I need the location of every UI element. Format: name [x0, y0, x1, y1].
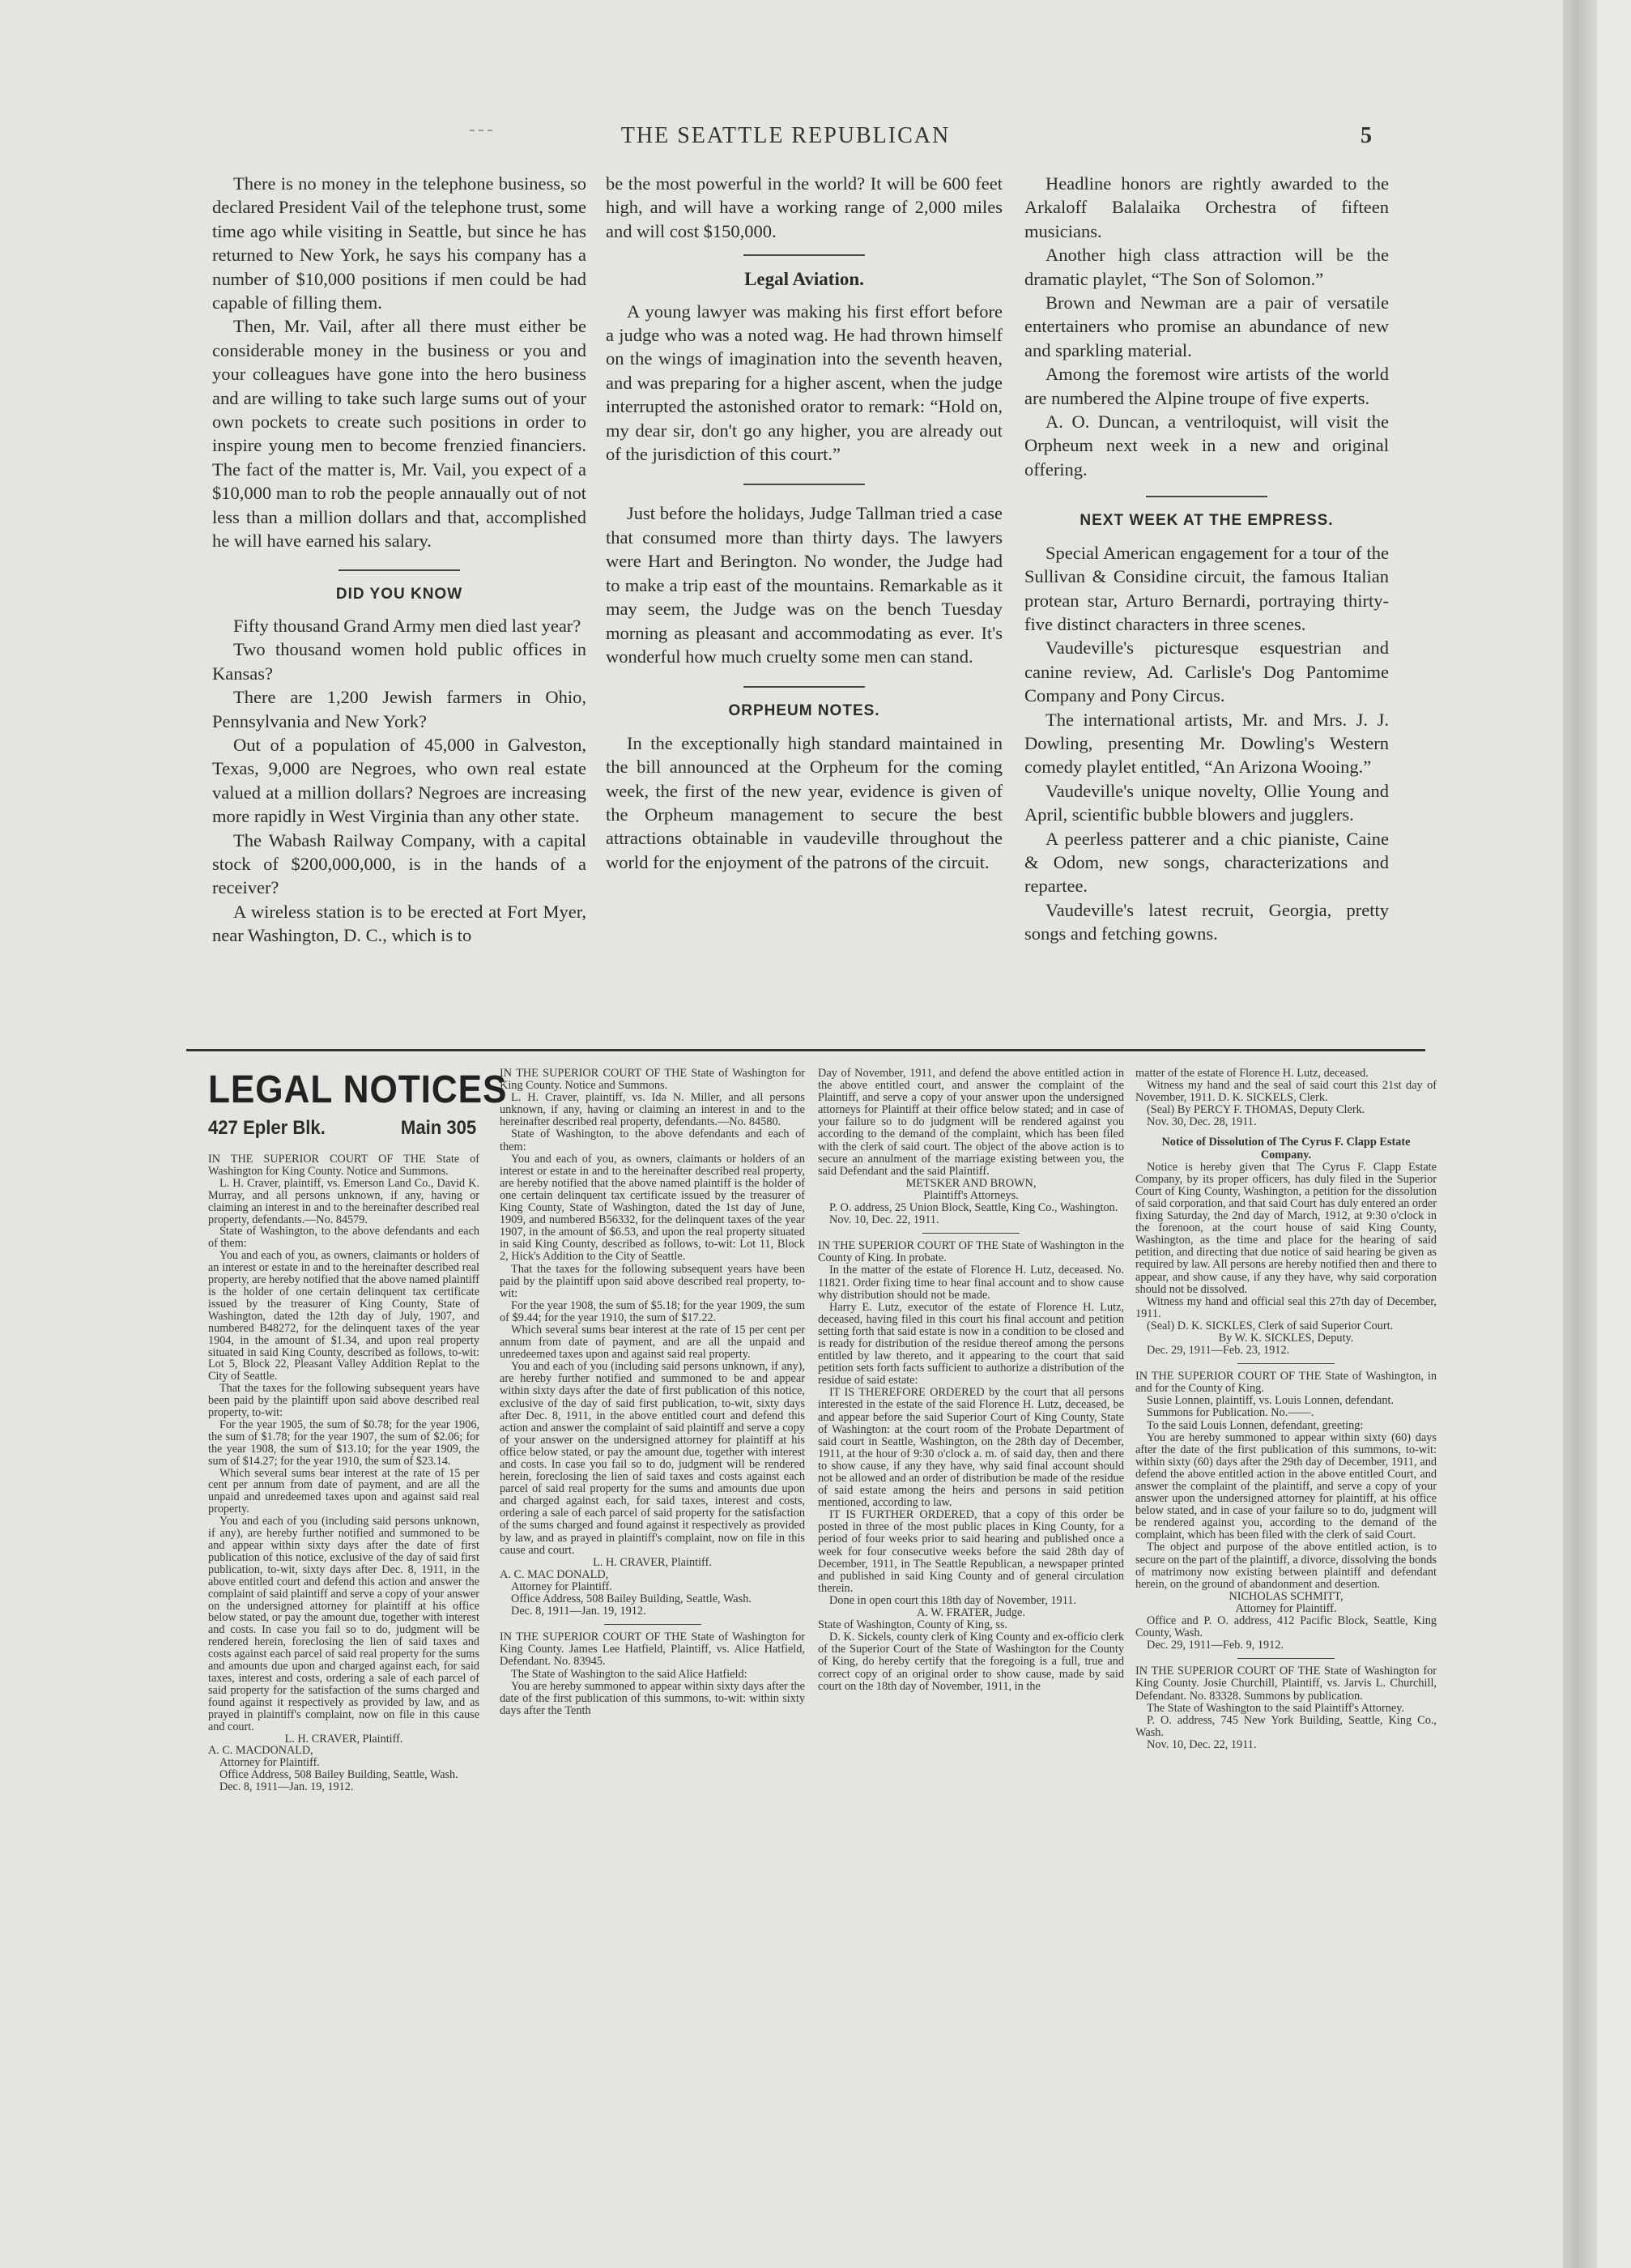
- page-header-title: THE SEATTLE REPUBLICAN: [620, 123, 951, 148]
- section-heading: ORPHEUM NOTES.: [728, 702, 880, 720]
- notice-text: Witness my hand and official seal this 27th day of December, 1911.: [1135, 1294, 1437, 1320]
- article-paragraph: A. O. Duncan, a ventriloquist, will visit the Orpheum next week in a new and original offering.: [1024, 411, 1389, 480]
- page-edge: [1563, 0, 1597, 2268]
- notice-dates: Nov. 10, Dec. 22, 1911.: [829, 1213, 939, 1227]
- article-paragraph: In the exceptionally high standard maintained in the bill announced at the Orpheum for the coming week, the first of the new year, evidence is given of the Orpheum management to secure the best attractions obtainable in vaudeville throughout the world for the enjoyment of the patrons of the circuit.: [606, 732, 1003, 872]
- notice-text: IT IS FURTHER ORDERED, that a copy of this order be posted in three of the most public places in King County, for a period of four weeks prior to said hearing and published once a week for four consecutive weeks before the said 28th day of December, 1911, in The Seattle Republican, a newspaper printed and published in said King County and of general circulation therein.: [818, 1508, 1124, 1595]
- notice-address: Office Address, 508 Bailey Building, Seattle, Wash.: [511, 1592, 752, 1606]
- section-rule: [743, 686, 865, 688]
- section-heading: Legal Aviation.: [744, 269, 864, 290]
- article-paragraph: Among the foremost wire artists of the world are numbered the Alpine troupe of five experts.: [1024, 364, 1389, 408]
- list-item: A wireless station is to be erected at Fort Myer, near Washington, D. C., which is to: [212, 901, 586, 946]
- notice-heading: IN THE SUPERIOR COURT OF THE State of Washington in the County of King. In probate.: [818, 1239, 1124, 1265]
- notice-text: Day of November, 1911, and defend the above entitled action in the above entitled court, and answer the complaint of the Plaintiff, and serve a copy of your answer upon the undersigned attorneys for Plaintiff at their office below stated; and in case of your failure so to do judgment will be rendered against you according to the demand of the complaint, which has been filed with the clerk of said court. The object of the above action is to secure an annulment of the marriage existing between you, the said Defendant and the said Plaintiff.: [818, 1067, 1124, 1178]
- notice-text: State of Washington, to the above defendants and each of them:: [208, 1225, 479, 1251]
- notice-heading: IN THE SUPERIOR COURT OF THE State of Washington for King County. Notice and Summons.: [500, 1067, 805, 1093]
- notice-signature: A. W. FRATER, Judge.: [917, 1606, 1025, 1620]
- list-item: Fifty thousand Grand Army men died last year?: [233, 615, 581, 636]
- section-rule: [1146, 496, 1267, 497]
- section-heading: NEXT WEEK AT THE EMPRESS.: [1080, 512, 1334, 530]
- notice-signature: L. H. CRAVER, Plaintiff.: [284, 1732, 403, 1746]
- notice-text: Harry E. Lutz, executor of the estate of Florence H. Lutz, deceased, having filed in this court his final account and petition setting forth that said estate is now in a condition to be closed and is ready for distribution of the residue thereof among the persons entitled by law thereto, and it appearing to the court that said petition sets forth facts sufficient to authorize a distribution of the residue of said estate:: [818, 1300, 1124, 1388]
- notice-heading: IN THE SUPERIOR COURT OF THE State of Washington for King County. James Lee Hatfield, Plaintiff, vs. Alice Hatfield, Defendant. No. 83945.: [500, 1631, 805, 1669]
- notice-attorney: A. C. MAC DONALD,: [500, 1567, 609, 1581]
- section-heading: DID YOU KNOW: [335, 585, 463, 603]
- notice-text: You are hereby summoned to appear within sixty days after the date of the first publication of this summons, to-wit: within sixty days after the Tenth: [500, 1679, 805, 1717]
- notice-signature: (Seal) D. K. SICKLES, Clerk of said Superior Court.: [1147, 1319, 1394, 1332]
- legal-column-4: [1135, 1068, 1437, 1751]
- notice-dates: Dec. 29, 1911—Feb. 23, 1912.: [1147, 1344, 1290, 1358]
- legal-column-1: [208, 1153, 479, 1793]
- notice-text: Summons for Publication. No.——.: [1147, 1406, 1314, 1420]
- notice-attorney-title: Attorney for Plaintiff.: [511, 1580, 612, 1593]
- notice-signature: L. H. CRAVER, Plaintiff.: [593, 1555, 712, 1569]
- legal-column-3: [818, 1068, 1124, 1693]
- article-paragraph: A peerless patterer and a chic pianiste, Caine & Odom, new songs, characterizations and repartee.: [1024, 828, 1389, 897]
- article-paragraph: There is no money in the telephone business, so declared President Vail of the telephone trust, some time ago while visiting in Seattle, but since he has returned to New York, he says his company has a number of $10,000 positions if men could be had capable of filling them.: [212, 173, 586, 313]
- notice-text: matter of the estate of Florence H. Lutz, deceased.: [1135, 1067, 1369, 1080]
- notice-text: L. H. Craver, plaintiff, vs. Emerson Land Co., David K. Murray, and all persons unknown, if any, having or claiming an interest in and to the hereinafter described real property, defendants.—No. 84579.: [208, 1176, 479, 1226]
- notice-text: Notice is hereby given that The Cyrus F. Clapp Estate Company, by its proper officers, has duly filed in the Superior Court of King County, Washington, a petition for the dissolution of said corporation, and that said Court has duly entered an order fixing Saturday, the 2nd day of March, 1912, at 9:30 o'clock in the forenoon, at the court house of said King County, Washington, as the time and place for the hearing of said petition, and directing that due notice of said hearing be given as required by law. All persons are hereby notified then and there to appear, and show cause, if any they have, why said corporation should not be dissolved.: [1135, 1160, 1437, 1296]
- notice-heading: IN THE SUPERIOR COURT OF THE State of Washington, in and for the County of King.: [1135, 1370, 1437, 1396]
- article-paragraph: Vaudeville's latest recruit, Georgia, pretty songs and fetching gowns.: [1024, 899, 1389, 944]
- notice-text: You are hereby summoned to appear within sixty (60) days after the date of the first publication of this summons, to-wit: within sixty (60) days after the 29th day of December, 1911, and defend the above entitled action in the above entitled Court, and answer the complaint of the plaintiff, and serve a copy of your answer upon the undersigned attorney for plaintiff, at his office below stated, and in case of your failure so to do, judgment will be rendered against you, according to the demand of the complaint, which has been filed with the clerk of said Court.: [1135, 1430, 1437, 1542]
- article-paragraph: Brown and Newman are a pair of versatile entertainers who promise an abundance of new and sparkling material.: [1024, 292, 1389, 360]
- notice-address: Office and P. O. address, 412 Pacific Block, Seattle, King County, Wash.: [1135, 1614, 1437, 1640]
- notice-text: State of Washington, County of King, ss.: [818, 1618, 1008, 1632]
- section-rule: [743, 254, 865, 256]
- notice-separator: [1237, 1363, 1335, 1364]
- notice-text: You and each of you (including said persons unknown, if any), are hereby further notified and summoned to be and appear within sixty days after the date of first publication of this notice, exclusive of the day of said first publication, to-wit, sixty days after Dec. 8, 1911, in the above entitled court and defend this action and answer the complaint of said plaintiff and serve a copy of your answer on the undersigned attorney for plaintiff at his office below stated, or pay the amount due, together with interest and costs. In case you fail so to do, judgment will be rendered herein, foreclosing the lien of said taxes and costs against each parcel of said real property for the sums and amounts due upon and charged against each, for said taxes, interest and costs, ordering a sale of each parcel of said property for the satisfaction of the sums charged and found against it respectively as provided by law, and as prayed in plaintiff's complaint, now on file in this cause and court.: [208, 1515, 479, 1733]
- notice-text: Susie Lonnen, plaintiff, vs. Louis Lonnen, defendant.: [1147, 1394, 1395, 1408]
- notice-dates: Nov. 30, Dec. 28, 1911.: [1147, 1115, 1257, 1129]
- list-item: There are 1,200 Jewish farmers in Ohio, Pennsylvania and New York?: [212, 687, 586, 731]
- notice-text: Done in open court this 18th day of November, 1911.: [829, 1593, 1077, 1607]
- notice-text: That the taxes for the following subsequent years have been paid by the plaintiff upon said above described real property, to-wit:: [500, 1262, 805, 1300]
- notice-signature: METSKER AND BROWN,: [905, 1176, 1037, 1190]
- list-item: The Wabash Railway Company, with a capital stock of $200,000,000, is in the hands of a receiver?: [212, 829, 586, 898]
- notice-text: State of Washington, to the above defendants and each of them:: [500, 1128, 805, 1153]
- notice-address: Office Address, 508 Bailey Building, Seattle, Wash.: [219, 1768, 458, 1782]
- notice-separator: [922, 1233, 1020, 1234]
- notice-text: You and each of you (including said persons unknown, if any), are hereby further notified and summoned to be and appear within sixty days after the date of first publication of this notice, exclusive of the day of said first publication, to-wit, sixty days after Dec. 8, 1911, in the above entitled court and defend this action and answer the complaint of said plaintiff and serve a copy of your answer on the undersigned attorney for plaintiff at his office below stated, or pay the amount due, together with interest and costs. In case you fail so to do, judgment will be rendered herein, foreclosing the lien of said taxes and costs against each parcel of said real property for the sums and amounts due upon and charged against each, for said taxes, interest and costs, ordering a sale of each parcel of said property for the satisfaction of the sums charged and found against it respectively as provided by law, and as prayed in plaintiff's complaint, now on file in this cause and court.: [500, 1360, 805, 1557]
- notice-text: That the taxes for the following subsequent years have been paid by the plaintiff upon said above described real property, to-wit:: [208, 1382, 479, 1420]
- article-paragraph: be the most powerful in the world? It will be 600 feet high, and will have a working range of 2,000 miles and will cost $150,000.: [606, 173, 1003, 241]
- notice-separator: [604, 1624, 701, 1625]
- article-paragraph: Headline honors are rightly awarded to the Arkaloff Balalaika Orchestra of fifteen musicians.: [1024, 173, 1389, 241]
- notice-separator: [1237, 1658, 1335, 1659]
- notice-text: You and each of you, as owners, claimants or holders of an interest or estate in and to the hereinafter described real property, are hereby notified that the above named plaintiff is the holder of one certain delinquent tax certificate issued by the treasurer of King County, State of Washington, dated the 12th day of July, 1907, and numbered B48272, for the delinquent taxes of the year 1904, in the amount of $1.34, and upon real property situated in said King County, described as follows, to-wit: Lot 5, Block 22, Pleasant Valley Addition Replat to the City of Seattle.: [208, 1249, 479, 1383]
- notice-address: P. O. address, 745 New York Building, Seattle, King Co., Wash.: [1135, 1713, 1437, 1739]
- article-paragraph: Another high class attraction will be the dramatic playlet, “The Son of Solomon.”: [1024, 245, 1389, 289]
- legal-section-rule: [186, 1049, 1425, 1051]
- notice-text: Which several sums bear interest at the rate of 15 per cent per annum from date of payment, and are all the unpaid and unredeemed taxes upon and against said real property.: [500, 1323, 805, 1362]
- page-number: 5: [1361, 123, 1372, 148]
- notice-text: You and each of you, as owners, claimants or holders of an interest or estate in and to the hereinafter described real property, are hereby notified that the above named plaintiff is the holder of one certain delinquent tax certificate issued by the treasurer of King County, State of Washington, dated the 1st day of June, 1909, and numbered B56332, for the delinquent taxes of the year 1907, in the amount of $6.53, and upon the real property situated in said King County, described as follows, to-wit: Lot 11, Block 2, Hick's Addition to the City of Seattle.: [500, 1152, 805, 1264]
- article-paragraph: Vaudeville's unique novelty, Ollie Young and April, scientific bubble blowers and jugglers.: [1024, 780, 1389, 825]
- article-paragraph: The international artists, Mr. and Mrs. J. J. Dowling, presenting Mr. Dowling's Western comedy playlet entitled, “An Arizona Wooing.”: [1024, 709, 1389, 778]
- notice-text: In the matter of the estate of Florence H. Lutz, deceased. No. 11821. Order fixing time to hear final account and to show cause why distribution should not be made.: [818, 1264, 1124, 1302]
- notice-heading: IN THE SUPERIOR COURT OF THE State of Washington for King County. Notice and Summons.: [208, 1153, 479, 1178]
- notice-text: For the year 1905, the sum of $0.78; for the year 1906, the sum of $1.78; for the year 1907, the sum of $2.06; for the year 1908, the sum of $13.10; for the year 1909, the sum of $14.27; for the year 1910, the sum of $23.14.: [208, 1418, 479, 1468]
- notice-attorney-title: Plaintiff's Attorneys.: [923, 1188, 1019, 1202]
- section-rule: [339, 569, 460, 571]
- notice-address: P. O. address, 25 Union Block, Seattle, King Co., Washington.: [829, 1201, 1118, 1215]
- list-item: Out of a population of 45,000 in Galveston, Texas, 9,000 are Negroes, who own real estate valued at a million dollars? Negroes are increasing more rapidly in West Virginia than any other state.: [212, 734, 586, 827]
- notice-dates: Dec. 8, 1911—Jan. 19, 1912.: [511, 1605, 646, 1618]
- notice-signature: NICHOLAS SCHMITT,: [1229, 1589, 1344, 1603]
- legal-notices-title: LEGAL NOTICES: [208, 1068, 508, 1111]
- notice-text: Witness my hand and the seal of said court this 21st day of November, 1911. D. K. SICKELS, Clerk.: [1135, 1079, 1437, 1105]
- notice-heading: Notice of Dissolution of The Cyrus F. Clapp Estate Company.: [1161, 1136, 1411, 1162]
- notice-signature: (Seal) By PERCY F. THOMAS, Deputy Clerk.: [1147, 1103, 1365, 1117]
- notice-text: Which several sums bear interest at the rate of 15 per cent per annum from date of payment, and are all the unpaid and unredeemed taxes upon and against said real property.: [208, 1466, 479, 1516]
- notice-heading: IN THE SUPERIOR COURT OF THE State of Washington for King County. Josie Churchill, Plaintiff, vs. Jarvis L. Churchill, Defendant. No. 83328. Summons by publication.: [1135, 1665, 1437, 1703]
- legal-phone: Main 305: [400, 1117, 477, 1139]
- column-1: [212, 172, 586, 948]
- notice-text: The State of Washington to the said Alice Hatfield:: [511, 1667, 747, 1681]
- notice-text: The State of Washington to the said Plaintiff's Attorney.: [1147, 1701, 1405, 1715]
- notice-attorney-title: Attorney for Plaintiff.: [219, 1756, 320, 1770]
- notice-attorney-title: Attorney for Plaintiff.: [1235, 1601, 1337, 1615]
- notice-dates: Dec. 8, 1911—Jan. 19, 1912.: [219, 1780, 354, 1794]
- notice-text: IT IS THEREFORE ORDERED by the court that all persons interested in the estate of the said Florence H. Lutz, deceased, be and appear before the said Superior Court of King County, State of Washington: at the court room of the Probate Department of said court in Seattle, Washington, on the 28th day of December, 1911, at the hour of 9:30 o'clock a. m. of said day, then and there to show cause, if any they have, why said final account should not be allowed and an order of distribution be made of the residue of said estate among the heirs and persons in said petition mentioned, according to law.: [818, 1386, 1124, 1510]
- column-2: [606, 172, 1003, 874]
- legal-address: 427 Epler Blk.: [208, 1117, 326, 1139]
- column-3: [1024, 172, 1389, 946]
- article-paragraph: Then, Mr. Vail, after all there must either be considerable money in the business or you and your colleagues have gone into the hero business and are willing to take such large sums out of your own pockets to create such positions in order to inspire young men to become frenzied financiers. The fact of the matter is, Mr. Vail, you expect of a $10,000 man to rob the people annaually out of not less than a million dollars and that, accomplished he will have earned his salary.: [212, 316, 586, 552]
- article-paragraph: A young lawyer was making his first effort before a judge who was a noted wag. He had thrown himself on the wings of imagination into the seventh heaven, and was preparing for a higher ascent, when the judge interrupted the astonished orator to remark: “Hold on, my dear sir, don't go any higher, you are already out of the jurisdiction of this court.”: [606, 301, 1003, 465]
- notice-text: D. K. Sickels, county clerk of King County and ex-officio clerk of the Superior Court of the State of Washington for the County of King, do hereby certify that the foregoing is a full, true and correct copy of an original order to show cause, made by said court on the 18th day of November, 1911, in the: [818, 1631, 1124, 1693]
- article-paragraph: Vaudeville's picturesque esquestrian and canine review, Ad. Carlisle's Dog Pantomime Company and Pony Circus.: [1024, 637, 1389, 706]
- legal-column-2: [500, 1068, 805, 1717]
- article-paragraph: Special American engagement for a tour of the Sullivan & Considine circuit, the famous Italian protean star, Arturo Bernardi, portraying thirty-five distinct characters in three scenes.: [1024, 542, 1389, 634]
- notice-text: For the year 1908, the sum of $5.18; for the year 1909, the sum of $9.44; for the year 1910, the sum of $17.22.: [500, 1298, 805, 1324]
- legal-notices-contact: [208, 1117, 476, 1140]
- notice-text: The object and purpose of the above entitled action, is to secure on the part of the plaintiff, a divorce, dissolving the bonds of matrimony now existing between plaintiff and defendant herein, on the ground of abandonment and desertion.: [1135, 1541, 1437, 1591]
- legal-notices-header: [208, 1068, 508, 1140]
- notice-attorney: A. C. MACDONALD,: [208, 1744, 313, 1758]
- notice-text: L. H. Craver, plaintiff, vs. Ida N. Miller, and all persons unknown, if any, having or claiming an interest in and to the hereinafter described real property, defendants.—No. 84580.: [500, 1091, 805, 1129]
- notice-dates: Nov. 10, Dec. 22, 1911.: [1147, 1737, 1257, 1751]
- notice-signature: By W. K. SICKLES, Deputy.: [1218, 1331, 1354, 1345]
- notice-dates: Dec. 29, 1911—Feb. 9, 1912.: [1147, 1639, 1284, 1652]
- section-rule: [743, 484, 865, 485]
- article-paragraph: Just before the holidays, Judge Tallman tried a case that consumed more than thirty days. The lawyers were Hart and Berington. No wonder, the Judge had to make a trip east of the mountains. Remarkable as it may seem, the Judge was on the bench Tuesday morning as pleasant and accommodating as ever. It's wonderful how much cruelty some men can stand.: [606, 503, 1003, 667]
- list-item: Two thousand women hold public offices in Kansas?: [212, 639, 586, 684]
- notice-text: To the said Louis Lonnen, defendant, greeting:: [1147, 1418, 1364, 1432]
